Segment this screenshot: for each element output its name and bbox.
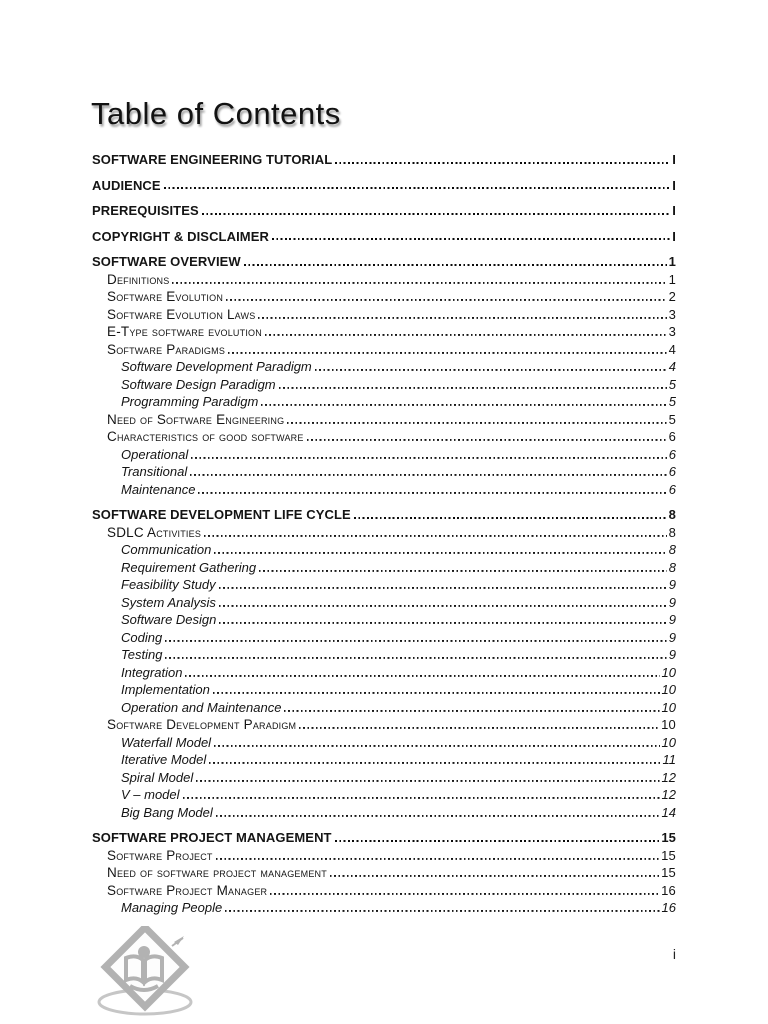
- toc-entry-page: 16: [661, 882, 676, 898]
- toc-leader-dots: [225, 899, 659, 912]
- toc-entry[interactable]: [92, 393, 676, 411]
- toc-leader-dots: [204, 524, 667, 537]
- tutorialspoint-logo: [88, 926, 208, 1022]
- footer-page-number: i: [672, 946, 676, 962]
- toc-entry[interactable]: [92, 202, 676, 220]
- toc-entry-page: I: [672, 177, 676, 193]
- toc-leader-dots: [165, 646, 666, 659]
- toc-entry[interactable]: [92, 288, 676, 306]
- toc-entry-page: 10: [661, 717, 676, 732]
- toc-entry-label: PREREQUISITES: [92, 203, 199, 218]
- toc-entry-label: Programming Paradigm: [121, 394, 259, 409]
- toc-entry[interactable]: [92, 411, 676, 429]
- toc-entry[interactable]: [92, 428, 676, 446]
- toc-entry[interactable]: [92, 559, 676, 577]
- toc-entry-label: Implementation: [121, 682, 210, 697]
- toc-entry-label: Software Evolution Laws: [107, 306, 256, 322]
- toc-entry-label: Characteristics of good software: [107, 429, 304, 444]
- toc-entry-page: 5: [668, 411, 676, 427]
- toc-entry-label: COPYRIGHT & DISCLAIMER: [92, 228, 269, 244]
- toc-leader-dots: [330, 864, 659, 877]
- toc-entry-page: 12: [661, 787, 676, 802]
- toc-entry[interactable]: [92, 734, 676, 752]
- toc-leader-dots: [216, 847, 660, 860]
- toc-entry-page: 6: [668, 446, 676, 462]
- toc-leader-dots: [279, 376, 667, 389]
- toc-entry[interactable]: [92, 882, 676, 900]
- toc-entry-page: 1: [668, 254, 676, 269]
- toc-entry-label: SDLC Activities: [107, 524, 202, 540]
- toc-entry-label: Software Project Manager: [107, 882, 268, 898]
- toc-entry-label: Maintenance: [121, 481, 196, 497]
- toc-entry-label: Requirement Gathering: [121, 559, 257, 575]
- toc-entry-page: 15: [661, 847, 676, 863]
- toc-entry[interactable]: [92, 594, 676, 612]
- toc-entry-label: Need of Software Engineering: [107, 411, 285, 427]
- toc-entry[interactable]: [92, 306, 676, 324]
- toc-entry-page: 9: [668, 647, 676, 662]
- toc-entry-page: 6: [668, 464, 676, 479]
- toc-entry-label: System Analysis: [121, 594, 216, 610]
- toc-entry[interactable]: [92, 699, 676, 717]
- toc-leader-dots: [228, 341, 667, 354]
- toc-leader-dots: [213, 681, 660, 694]
- toc-entry[interactable]: [92, 611, 676, 629]
- toc-entry[interactable]: [92, 769, 676, 787]
- toc-leader-dots: [219, 594, 667, 607]
- toc-entry-label: Software Paradigms: [107, 341, 226, 357]
- toc-entry-label: Communication: [121, 542, 212, 557]
- toc-leader-dots: [315, 358, 667, 371]
- toc-entry-label: SOFTWARE DEVELOPMENT LIFE CYCLE: [92, 507, 351, 522]
- toc-leader-dots: [265, 323, 667, 336]
- toc-entry[interactable]: [92, 228, 676, 246]
- toc-entry-label: Spiral Model: [121, 769, 194, 785]
- toc-entry[interactable]: [92, 524, 676, 542]
- toc-leader-dots: [299, 716, 659, 729]
- toc-entry-label: Coding: [121, 629, 163, 645]
- toc-leader-dots: [164, 177, 671, 190]
- toc-leader-dots: [196, 769, 659, 782]
- toc-entry[interactable]: [92, 481, 676, 499]
- toc-leader-dots: [335, 151, 670, 164]
- toc-entry[interactable]: [92, 751, 676, 769]
- toc-leader-dots: [307, 428, 667, 441]
- toc-entry-label: Software Design Paradigm: [121, 376, 276, 392]
- toc-leader-dots: [354, 506, 667, 519]
- toc-entry-page: 15: [661, 865, 676, 880]
- toc-entry-label: Testing: [121, 647, 163, 662]
- table-of-contents: [92, 143, 676, 917]
- toc-entry-label: Feasibility Study: [121, 577, 216, 592]
- toc-entry[interactable]: [92, 646, 676, 664]
- toc-leader-dots: [191, 446, 667, 459]
- toc-entry[interactable]: [92, 253, 676, 271]
- toc-entry-label: Operation and Maintenance: [121, 699, 282, 715]
- toc-entry-page: 10: [661, 664, 676, 680]
- toc-leader-dots: [270, 882, 659, 895]
- toc-entry-page: 4: [668, 359, 676, 374]
- toc-entry-page: 6: [668, 429, 676, 444]
- toc-entry[interactable]: [92, 151, 676, 169]
- toc-entry-page: 9: [668, 629, 676, 645]
- toc-entry[interactable]: [92, 541, 676, 559]
- toc-entry-page: 9: [668, 612, 676, 627]
- toc-entry[interactable]: [92, 899, 676, 917]
- toc-entry-page: 3: [668, 324, 676, 339]
- toc-entry-page: 8: [668, 524, 676, 540]
- toc-entry-page: 10: [661, 699, 676, 715]
- toc-entry[interactable]: [92, 323, 676, 341]
- toc-entry-label: Software Project: [107, 847, 213, 863]
- toc-leader-dots: [244, 253, 667, 266]
- toc-entry-page: 10: [661, 682, 676, 697]
- toc-entry-page: 11: [662, 752, 676, 767]
- toc-entry[interactable]: [92, 804, 676, 822]
- toc-leader-dots: [216, 804, 660, 817]
- toc-entry-page: I: [672, 203, 676, 218]
- toc-leader-dots: [202, 202, 671, 215]
- toc-entry[interactable]: [92, 786, 676, 804]
- toc-entry-page: 9: [668, 577, 676, 592]
- toc-entry[interactable]: [92, 847, 676, 865]
- toc-entry-page: 16: [661, 900, 676, 915]
- toc-entry[interactable]: [92, 446, 676, 464]
- toc-entry-label: V – model: [121, 787, 180, 802]
- toc-entry-label: Software Design: [121, 612, 217, 627]
- toc-entry-page: 8: [668, 559, 676, 575]
- toc-entry-label: Managing People: [121, 900, 223, 915]
- toc-leader-dots: [259, 559, 667, 572]
- toc-leader-dots: [272, 228, 670, 241]
- toc-leader-dots: [165, 629, 667, 642]
- toc-leader-dots: [258, 306, 666, 319]
- toc-entry-page: 9: [668, 594, 676, 610]
- toc-leader-dots: [198, 481, 666, 494]
- toc-entry-page: I: [672, 228, 676, 244]
- toc-entry[interactable]: [92, 629, 676, 647]
- toc-entry-label: SOFTWARE ENGINEERING TUTORIAL: [92, 152, 333, 167]
- toc-leader-dots: [214, 541, 666, 554]
- toc-leader-dots: [219, 576, 667, 589]
- toc-entry-label: SOFTWARE PROJECT MANAGEMENT: [92, 830, 332, 845]
- toc-leader-dots: [214, 734, 659, 747]
- toc-leader-dots: [185, 664, 659, 677]
- toc-entry-label: Integration: [121, 664, 183, 680]
- toc-entry-label: Big Bang Model: [121, 804, 213, 820]
- toc-entry-page: 1: [668, 271, 676, 287]
- toc-entry[interactable]: [92, 681, 676, 699]
- toc-entry[interactable]: [92, 177, 676, 195]
- toc-entry[interactable]: [92, 664, 676, 682]
- toc-entry-page: 15: [661, 830, 676, 845]
- toc-entry-label: SOFTWARE OVERVIEW: [92, 254, 241, 269]
- toc-entry[interactable]: [92, 271, 676, 289]
- toc-entry-label: Transitional: [121, 464, 188, 479]
- toc-leader-dots: [284, 699, 659, 712]
- toc-leader-dots: [261, 393, 666, 406]
- toc-leader-dots: [219, 611, 666, 624]
- toc-entry-label: Need of software project management: [107, 865, 327, 880]
- page-title: Table of Contents: [91, 96, 341, 131]
- toc-entry-label: Software Evolution: [107, 289, 224, 304]
- toc-entry-label: Software Development Paradigm: [121, 359, 312, 374]
- toc-entry[interactable]: [92, 864, 676, 882]
- toc-entry-page: 14: [661, 804, 676, 820]
- toc-entry-label: Operational: [121, 446, 189, 462]
- toc-entry-page: 10: [661, 734, 676, 750]
- toc-entry-label: Waterfall Model: [121, 734, 212, 750]
- toc-entry-page: 5: [668, 394, 676, 409]
- toc-entry[interactable]: [92, 358, 676, 376]
- toc-entry[interactable]: [92, 716, 676, 734]
- toc-leader-dots: [190, 463, 667, 476]
- toc-leader-dots: [209, 751, 660, 764]
- toc-entry[interactable]: [92, 341, 676, 359]
- toc-entry-page: 2: [668, 289, 676, 304]
- toc-entry[interactable]: [92, 506, 676, 524]
- toc-entry[interactable]: [92, 576, 676, 594]
- toc-leader-dots: [183, 786, 660, 799]
- toc-entry[interactable]: [92, 829, 676, 847]
- toc-entry-page: 8: [668, 542, 676, 557]
- toc-entry-label: AUDIENCE: [92, 177, 161, 193]
- toc-entry-page: 3: [668, 306, 676, 322]
- toc-leader-dots: [287, 411, 666, 424]
- toc-leader-dots: [226, 288, 667, 301]
- toc-entry-page: I: [672, 152, 676, 167]
- toc-entry-label: Software Development Paradigm: [107, 717, 297, 732]
- toc-leader-dots: [172, 271, 666, 284]
- toc-entry-label: E-Type software evolution: [107, 324, 262, 339]
- toc-entry-label: Definitions: [107, 271, 170, 287]
- toc-entry-page: 4: [668, 341, 676, 357]
- toc-entry-label: Iterative Model: [121, 752, 207, 767]
- toc-entry[interactable]: [92, 463, 676, 481]
- toc-entry[interactable]: [92, 376, 676, 394]
- toc-entry-page: 6: [668, 481, 676, 497]
- toc-leader-dots: [335, 829, 660, 842]
- toc-entry-page: 8: [668, 507, 676, 522]
- toc-entry-page: 5: [668, 376, 676, 392]
- toc-entry-page: 12: [661, 769, 676, 785]
